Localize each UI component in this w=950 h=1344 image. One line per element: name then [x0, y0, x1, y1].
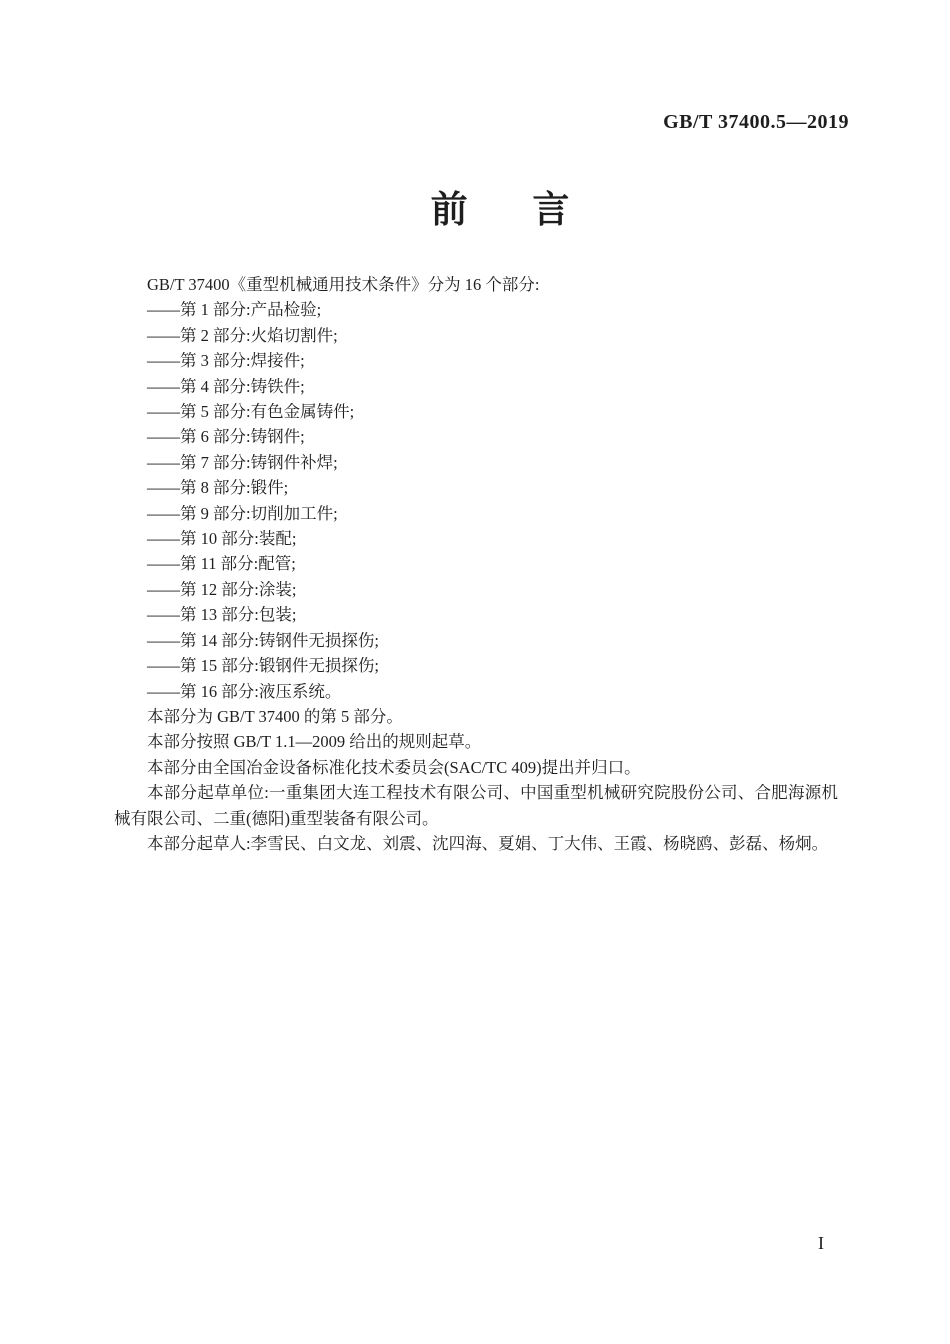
part-item-13: ——第 13 部分:包装;	[147, 605, 297, 625]
part-item-9: ——第 9 部分:切削加工件;	[147, 503, 338, 523]
part-item-16: ——第 16 部分:液压系统。	[147, 681, 342, 701]
foreword-paragraph-committee: 本部分由全国冶金设备标准化技术委员会(SAC/TC 409)提出并归口。	[147, 757, 641, 777]
page-title	[0, 188, 950, 232]
part-item-10: ——第 10 部分:装配;	[147, 529, 297, 549]
part-item-1: ——第 1 部分:产品检验;	[147, 300, 322, 320]
part-item-2: ——第 2 部分:火焰切割件;	[147, 325, 338, 345]
part-item-5: ——第 5 部分:有色金属铸件;	[147, 402, 355, 422]
part-item-8: ——第 8 部分:锻件;	[147, 478, 289, 498]
part-item-6: ——第 6 部分:铸钢件;	[147, 427, 305, 447]
foreword-paragraph-drafting-rule: 本部分按照 GB/T 1.1—2009 给出的规则起草。	[147, 732, 482, 752]
intro-paragraph: GB/T 37400《重型机械通用技术条件》分为 16 个部分:	[147, 275, 540, 294]
part-item-7: ——第 7 部分:铸钢件补焊;	[147, 452, 338, 472]
page-number: I	[818, 1233, 824, 1253]
part-item-12: ——第 12 部分:涂装;	[147, 579, 297, 599]
foreword-body	[114, 272, 838, 856]
part-item-3: ——第 3 部分:焊接件;	[147, 351, 305, 371]
foreword-paragraph-part-statement: 本部分为 GB/T 37400 的第 5 部分。	[147, 706, 403, 726]
part-item-11: ——第 11 部分:配管;	[147, 554, 296, 574]
foreword-paragraph-drafting-orgs: 本部分起草单位:一重集团大连工程技术有限公司、中国重型机械研究院股份公司、合肥海源机械有限公司、二重(德阳)重型装备有限公司。	[114, 783, 838, 828]
standard-code: GB/T 37400.5—2019	[663, 111, 849, 133]
page-title-text: 前言	[430, 189, 635, 230]
part-item-4: ——第 4 部分:铸铁件;	[147, 376, 305, 396]
part-item-15: ——第 15 部分:锻钢件无损探伤;	[147, 656, 379, 676]
part-item-14: ——第 14 部分:铸钢件无损探伤;	[147, 630, 379, 650]
foreword-paragraph-drafters: 本部分起草人:李雪民、白文龙、刘震、沈四海、夏娟、丁大伟、王霞、杨晓鸥、彭磊、杨炯。	[147, 833, 829, 853]
